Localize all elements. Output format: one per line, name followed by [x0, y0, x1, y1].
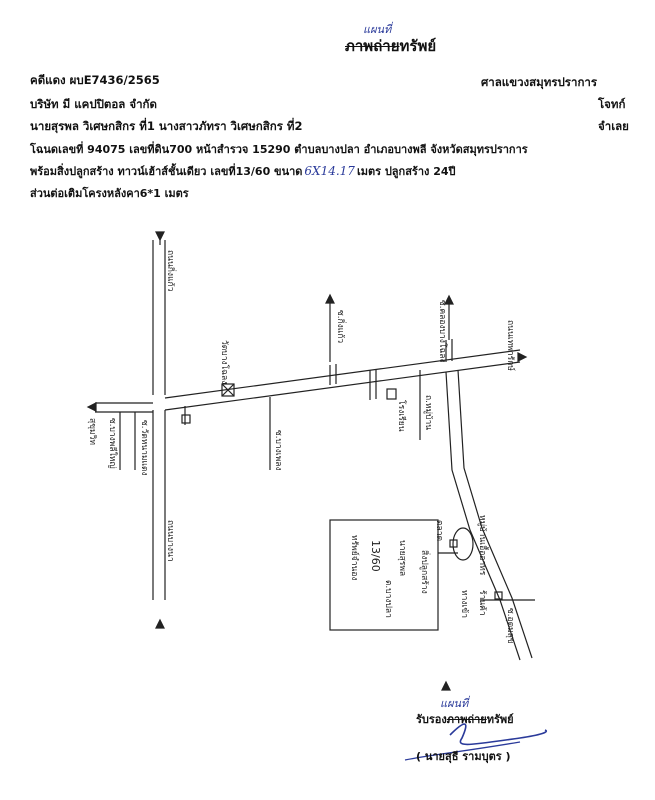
plaintiff-role: โจทก์ [598, 97, 626, 111]
certify-prefix: รับรอง [416, 713, 447, 726]
label-shop: ร้านค้า [477, 590, 487, 616]
property-line-2a: พร้อมสิ่งปลูกสร้าง ทาวน์เฮ้าส์ชั้นเดียว เลขที่13/60 ขนาด [30, 165, 303, 178]
defendants: นายสุรพล วิเศษกสิกร ที่1 นางสาวภัทรา วิเศษกสิกร ที่2 [30, 119, 303, 133]
signer-name: ( นายสุธี รามบุตร ) [416, 750, 511, 763]
house-note: ทรัพย์จำนอง [349, 535, 359, 581]
label-soi-mid: ซ.บางเพลง [273, 430, 283, 471]
label-soi-top-right: ซ.คลองบางโฉลง [437, 300, 447, 363]
label-east: ถนนเทพารักษ์ [505, 320, 515, 371]
house-caption-2: ต.บางปลา [383, 580, 393, 618]
label-school: โรงเรียน [396, 400, 406, 432]
label-right-soi: ซ.อุดมสุข [505, 608, 515, 644]
signature-handwritten-correction: แผนที่ [440, 697, 469, 710]
property-size-handwritten: 6X14.17 [304, 164, 355, 178]
case-number: คดีแดง ผบE7436/2565 [30, 73, 160, 87]
label-soi-left-1: ซ.บางพลีใหญ่ [107, 418, 117, 469]
label-entrance: ทางเข้า [459, 590, 469, 619]
certify-struck: ภาพถ่าย [446, 713, 487, 726]
title-rest: ทรัพย์ [399, 37, 437, 55]
property-line-2b: เมตร ปลูกสร้าง 24ปี [356, 165, 456, 178]
label-market: ตลาด [434, 520, 444, 542]
label-branch-road: ถ.หมู่บ้าน [423, 395, 433, 431]
label-south: ถนนบางนา [165, 520, 175, 562]
label-temple: วัดบางโฉลง [219, 340, 229, 385]
title-handwritten-correction: แผนที่ [363, 23, 392, 36]
property-line-1: โฉนดเลขที่ 94075 เลขที่ดิน700 หน้าสำรวจ 15290 ตำบลบางปลา อำเภอบางพลี จังหวัดสมุทรปราการ [30, 143, 528, 156]
title-struck-word: ภาพถ่าย [345, 37, 400, 55]
property-line-3: ส่วนต่อเติมโครงหลังคา6*1 เมตร [30, 187, 189, 200]
label-soi-left-2: ซ.วัดหนามแดง [139, 420, 149, 476]
house-caption: สิ่งปลูกสร้าง [419, 550, 429, 594]
label-north: ถนนกิ่งแก้ว [165, 250, 175, 292]
house-owner: นายสุรพล [397, 540, 407, 577]
defendant-role: จำเลย [598, 119, 629, 133]
court-name: ศาลแขวงสมุทรปราการ [481, 75, 598, 89]
certify-suffix: ทรัพย์ [486, 713, 514, 726]
label-west: สุขุมวิท [87, 418, 97, 445]
house-number: 13/60 [369, 540, 382, 572]
plaintiff: บริษัท มี แคปปิตอล จำกัด [30, 97, 157, 111]
label-soi-top-mid: ซ.กิ่งแก้ว [335, 310, 345, 344]
label-village: หมู่บ้านเอื้ออาทร [477, 515, 487, 576]
